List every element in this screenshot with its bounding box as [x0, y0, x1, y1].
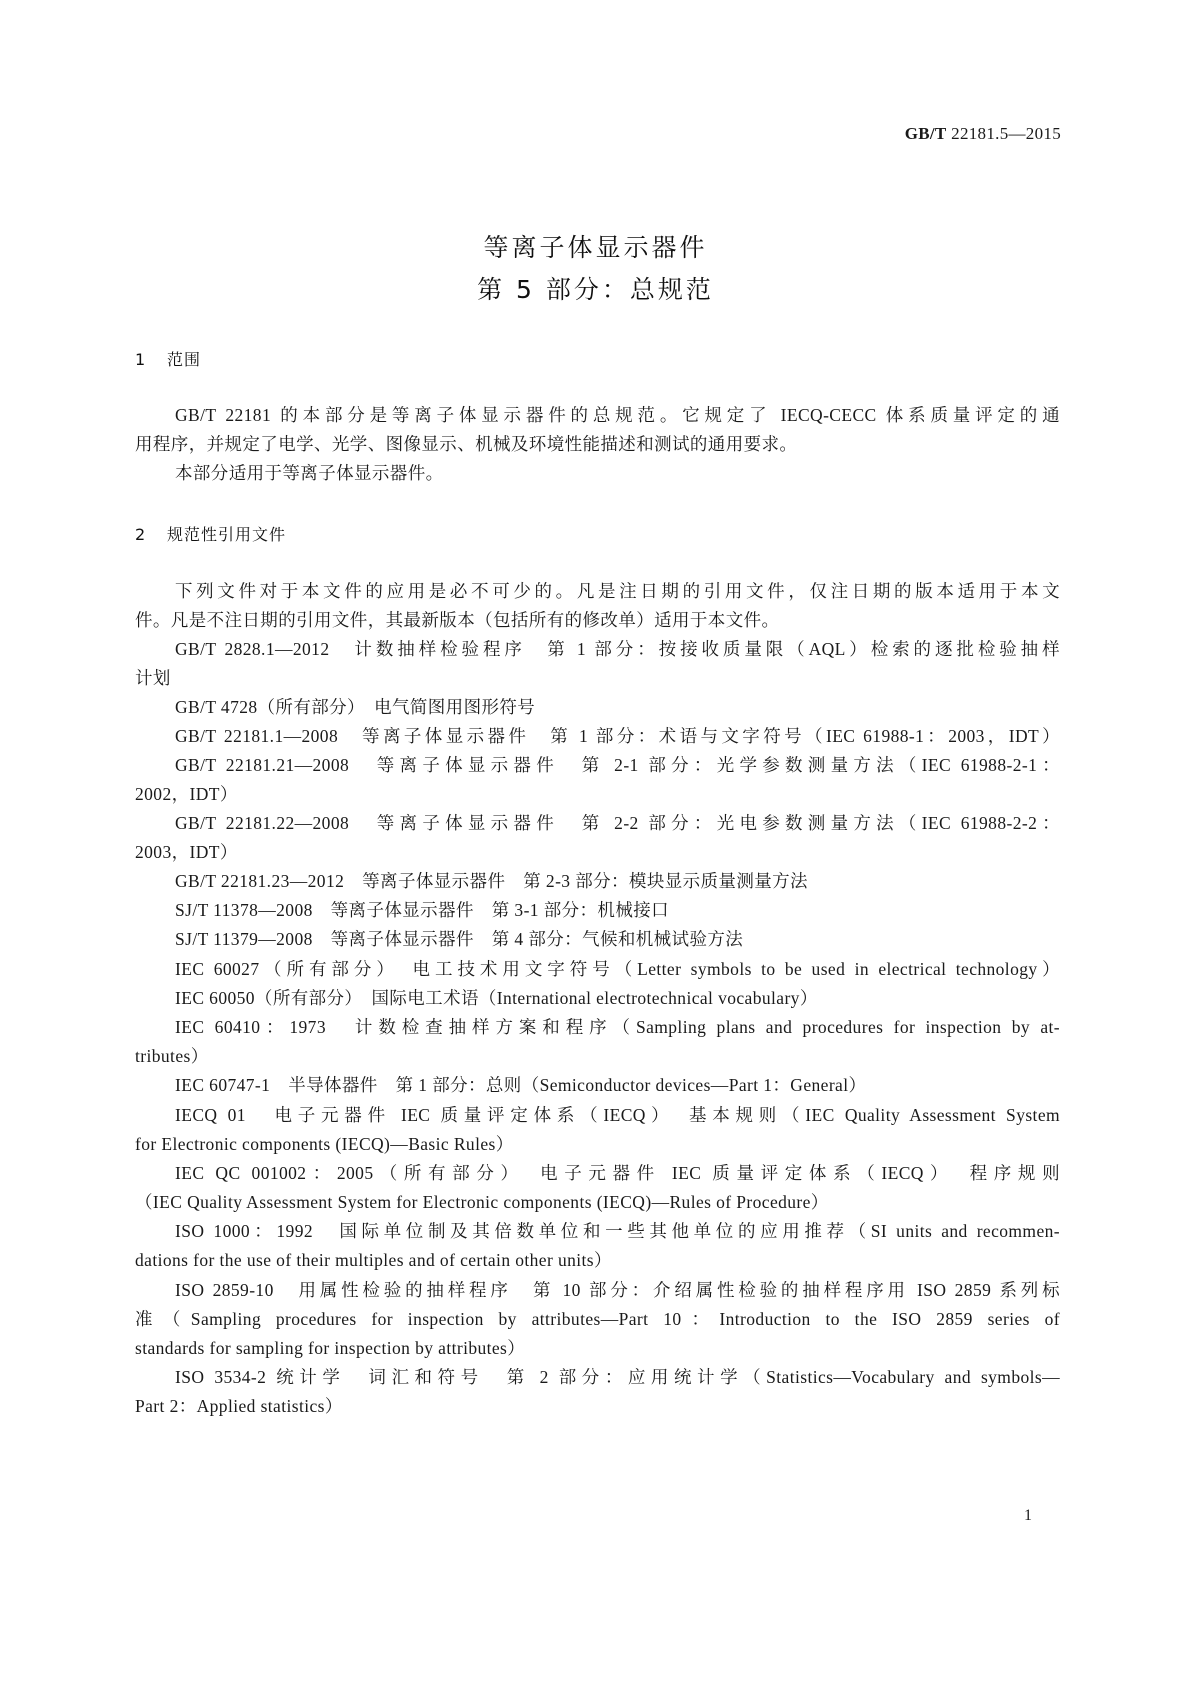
reference-item: GB/T 22181.1—2008 等离子体显示器件 第 1 部分：术语与文字符号（IEC 61988-1：2003，IDT）: [175, 726, 1060, 746]
reference-item: GB/T 4728（所有部分） 电气简图用图形符号: [175, 697, 536, 717]
reference-item: GB/T 2828.1—2012 计数抽样检验程序 第 1 部分：按接收质量限（AQL）检索的逐批检验抽样: [175, 639, 1060, 659]
reference-item: IEC 60027（所有部分） 电工技术用文字符号（Letter symbols to be used in electrical technology）: [175, 959, 1060, 979]
reference-item: ISO 1000：1992 国际单位制及其倍数单位和一些其他单位的应用推荐（SI units and recommen-: [175, 1221, 1060, 1241]
reference-item-continuation: 2003，IDT）: [135, 842, 238, 862]
reference-item: ISO 3534-2 统计学 词汇和符号 第 2 部分：应用统计学（Statistics—Vocabulary and symbols—: [175, 1367, 1060, 1387]
reference-item-continuation: tributes）: [135, 1046, 209, 1066]
reference-item: IEC 60410：1973 计数检查抽样方案和程序（Sampling plans and procedures for inspection by at-: [175, 1017, 1060, 1037]
reference-item-continuation: （IEC Quality Assessment System for Electronic components (IECQ)—Rules of Procedure）: [135, 1192, 829, 1212]
paragraph-line: 本部分适用于等离子体显示器件。: [175, 463, 444, 483]
page-number: 1: [1024, 1507, 1032, 1524]
reference-item: IEC 60747-1 半导体器件 第 1 部分：总则（Semiconductor devices—Part 1：General）: [175, 1075, 867, 1095]
reference-item: ISO 2859-10 用属性检验的抽样程序 第 10 部分：介绍属性检验的抽样程序用 ISO 2859 系列标: [175, 1280, 1060, 1300]
reference-item: GB/T 22181.22—2008 等离子体显示器件 第 2-2 部分：光电参数测量方法（IEC 61988-2-2：: [175, 813, 1060, 833]
reference-item-continuation: Part 2：Applied statistics）: [135, 1396, 343, 1416]
reference-item: IEC QC 001002：2005（所有部分） 电子元器件 IEC 质量评定体系（IECQ） 程序规则: [175, 1163, 1060, 1183]
section-title: 范围: [167, 350, 202, 369]
reference-item: SJ/T 11379—2008 等离子体显示器件 第 4 部分：气候和机械试验方法: [175, 929, 744, 949]
reference-item-continuation: dations for the use of their multiples and of certain other units）: [135, 1250, 612, 1270]
paragraph-line: 用程序，并规定了电学、光学、图像显示、机械及环境性能描述和测试的通用要求。: [135, 434, 798, 454]
reference-item: IEC 60050（所有部分） 国际电工术语（International electrotechnical vocabulary）: [175, 988, 818, 1008]
reference-item: GB/T 22181.23—2012 等离子体显示器件 第 2-3 部分：模块显示质量测量方法: [175, 871, 808, 891]
standard-prefix: GB/T: [904, 124, 947, 143]
section-number: 1: [135, 350, 147, 369]
reference-item-continuation: standards for sampling for inspection by attributes）: [135, 1338, 526, 1358]
section-heading-scope: [135, 347, 201, 370]
section-title: 规范性引用文件: [167, 525, 287, 544]
paragraph-line: GB/T 22181 的本部分是等离子体显示器件的总规范。它规定了 IECQ-CECC 体系质量评定的通: [175, 405, 1060, 425]
standard-number: 22181.5—2015: [951, 124, 1061, 143]
reference-item-continuation: 计划: [135, 668, 171, 688]
document-title: 等离子体显示器件: [483, 233, 708, 262]
section-heading-normative-references: [135, 522, 286, 545]
document-subtitle: 第 5 部分：总规范: [477, 275, 714, 304]
reference-item-continuation: 2002，IDT）: [135, 784, 238, 804]
paragraph-line: 件。凡是不注日期的引用文件，其最新版本（包括所有的修改单）适用于本文件。: [135, 610, 780, 630]
reference-item: SJ/T 11378—2008 等离子体显示器件 第 3-1 部分：机械接口: [175, 900, 670, 920]
reference-item-continuation: for Electronic components (IECQ)—Basic Rules）: [135, 1134, 514, 1154]
paragraph-line: 下列文件对于本文件的应用是必不可少的。凡是注日期的引用文件，仅注日期的版本适用于本文: [175, 581, 1060, 601]
reference-item: GB/T 22181.21—2008 等离子体显示器件 第 2-1 部分：光学参数测量方法（IEC 61988-2-1：: [175, 755, 1060, 775]
standard-code: [905, 124, 1061, 144]
reference-item-continuation: 准（Sampling procedures for inspection by attributes—Part 10：Introduction to the ISO 2859 series of: [135, 1309, 1060, 1329]
reference-item: IECQ 01 电子元器件 IEC 质量评定体系（IECQ） 基本规则（IEC Quality Assessment System: [175, 1105, 1060, 1125]
section-number: 2: [135, 525, 147, 544]
